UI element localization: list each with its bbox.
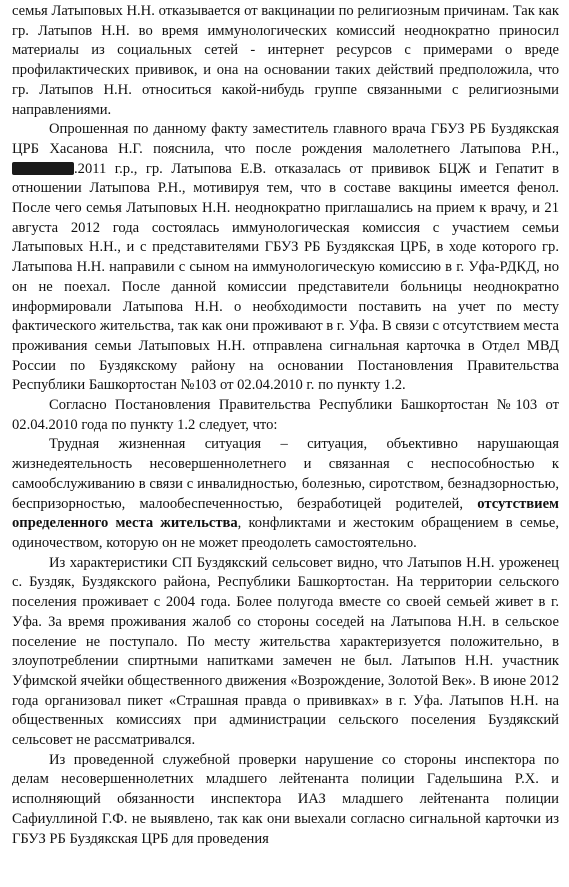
paragraph-hospital-statement-end: .2011 г.р., гр. Латыпова Е.В. отказалась от прививок БЦЖ и Гепатит в отношении Латыпова Р.Н., мотивируя тем, что в составе вакцины имеется фенол. После чего семья Латыповых Н.Н. неоднократно приглашались на прием к врачу, и 21 августа 2012 года состоялась иммунологическая комиссия с участием семьи Латыповых Н.Н., и с представителями ГБУЗ РБ Буздякская ЦРБ, в ходе которого гр. Латыпова Н.Н. направили с сыном на иммунологическую комиссию в г. Уфа-РДКД, но он не поехал. После данной комиссии представители больницы неоднократно информировали Латыпова Н.Н. о необходимости поставить на учет по месту фактического жительства, так как они проживают в г. Уфа. В связи с отсутствием места проживания семьи Латыповых Н.Н. отправлена сигнальная карточка в Отдел МВД России по Буздякскому району на основании Постановления Правительства Республики Башкортостан №103 от 02.04.2010 г. по пункту 1.2. bbox=[12, 160, 559, 394]
emphasis-no-permanent-residence: отсутствием определенного места жительства bbox=[12, 495, 559, 532]
paragraph-difficult-situation-start: Трудная жизненная ситуация – ситуация, объективно нарушающая жизнедеятельность несовершеннолетнего и связанная с неспособностью к самообслуживанию в связи с инвалидностью, болезнью, сиротством, безнадзорностью, беспризорностью, малообеспеченностью, безработицей родителей, bbox=[12, 436, 559, 512]
paragraph-difficult-situation bbox=[12, 435, 559, 553]
paragraph-government-decree: Согласно Постановления Правительства Республики Башкортостан №103 от 02.04.2010 года по пункту 1.2 следует, что: bbox=[12, 397, 559, 433]
paragraph-internal-inspection: Из проведенной служебной проверки нарушение со стороны инспектора по делам несовершеннолетних младшего лейтенанта полиции Гадельшина Р.Х. и исполняющий обязанности инспектора ИАЗ младшего лейтенанта полиции Сафиуллиной Г.Ф. не выявлено, так как они выехали согласно сигнальной карточки из ГБУЗ РБ Буздякская ЦРБ для проведения bbox=[12, 751, 559, 847]
paragraph-difficult-situation-end: , конфликтами и жестоким обращением в семье, одиночеством, которую он не может преодолеть самостоятельно. bbox=[12, 515, 559, 551]
paragraph-hospital-statement bbox=[12, 120, 559, 396]
redaction-mark bbox=[12, 162, 74, 175]
document-page bbox=[12, 2, 559, 849]
paragraph-characteristics: Из характеристики СП Буздякский сельсовет видно, что Латыпов Н.Н. уроженец с. Буздяк, Буздякского района, Республики Башкортостан. На территории сельского поселения проживает с 2004 года. Более полугода вместе со своей семьей живет в г. Уфа. За время проживания жалоб со стороны соседей на Латыпова Н.Н. в сельское поселение не поступало. По месту жительства характеризуется положительно, в злоупотреблении спиртными напитками замечен не был. Латыпов Н.Н. участник Уфимской ячейки общественного движения «Возрождение, Золотой Век». В июне 2012 года организовал пикет «Страшная правда о прививках» в г. Уфа. Латыпов Н.Н. на общественных комиссиях при администрации сельского поселения Буздякский сельсовет не рассматривался. bbox=[12, 554, 559, 749]
paragraph-vaccination-refusal: семья Латыповых Н.Н. отказывается от вакцинации по религиозным причинам. Так как гр. Латыпов Н.Н. во время иммунологических комиссий неоднократно приносил материалы из социальных сетей - интернет ресурсов с примерами о вреде профилактических прививок, и она на основании таких действий предположила, что гр. Латыпов Н.Н. относиться какой-нибудь группе связанными с религиозными направлениями. bbox=[12, 3, 559, 118]
paragraph-hospital-statement-start: Опрошенная по данному факту заместитель главного врача ГБУЗ РБ Буздякская ЦРБ Хасанова Н.Г. пояснила, что после рождения малолетнего Латыпова Р.Н., bbox=[12, 121, 559, 157]
